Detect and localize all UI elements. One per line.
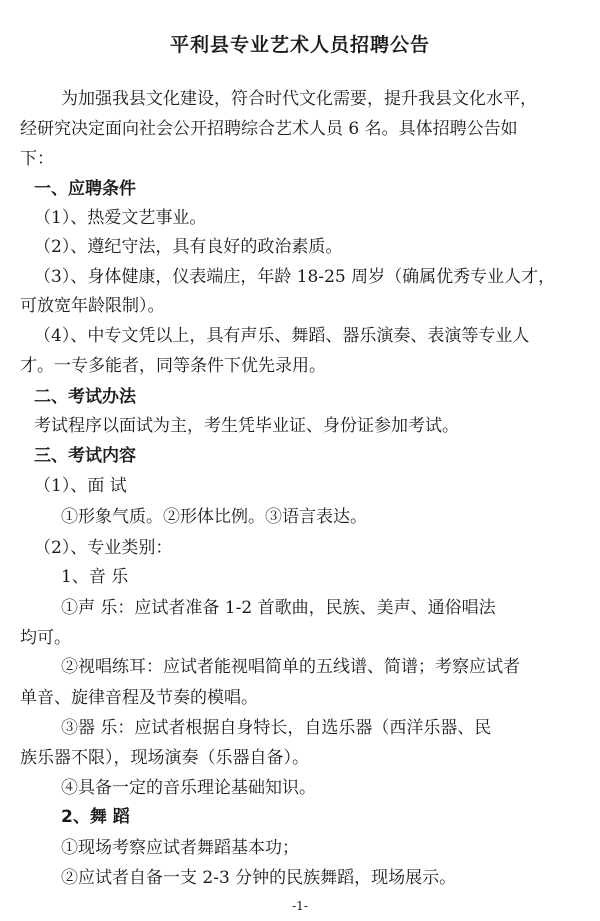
solfege-line-2: 单音、旋律音程及节奏的模唱。	[20, 688, 258, 708]
intro-line-2: 经研究决定面向社会公开招聘综合艺术人员 6 名。具体招聘公告如	[20, 119, 518, 139]
condition-4-line-2: 才。一专多能者，同等条件下优先录用。	[20, 356, 326, 376]
intro-line-3: 下：	[20, 149, 54, 169]
condition-1: （1）、热爱文艺事业。	[34, 208, 207, 228]
document-title: 平利县专业艺术人员招聘公告	[169, 34, 430, 56]
condition-3-line-2: 可放宽年龄限制）。	[20, 296, 165, 316]
exam-method-text: 考试程序以面试为主，考生凭毕业证、身份证参加考试。	[34, 416, 459, 436]
interview-label: （1）、面 试	[34, 476, 127, 496]
dance-heading: 2、舞 蹈	[61, 807, 130, 827]
vocal-line-2: 均可。	[20, 628, 71, 648]
section-1-heading: 一、应聘条件	[34, 179, 136, 199]
condition-3-line-1: （3）、身体健康，仪表端庄，年龄 18-25 周岁（确属优秀专业人才，	[34, 267, 556, 287]
page-number: -1-	[292, 899, 308, 913]
solfege-line-1: ②视唱练耳：应试者能视唱简单的五线谱、简谱；考察应试者	[61, 657, 520, 677]
condition-4-line-1: （4）、中专文凭以上，具有声乐、舞蹈、器乐演奏、表演等专业人	[34, 326, 530, 346]
dance-item-2: ②应试者自备一支 2-3 分钟的民族舞蹈，现场展示。	[61, 868, 457, 888]
specialty-label: （2）、专业类别：	[34, 538, 173, 558]
section-3-heading: 三、考试内容	[34, 446, 136, 466]
music-theory-line: ④具备一定的音乐理论基础知识。	[61, 778, 316, 798]
condition-2: （2）、遵纪守法，具有良好的政治素质。	[34, 237, 343, 257]
section-2-heading: 二、考试办法	[34, 387, 136, 407]
vocal-line-1: ①声 乐：应试者准备 1-2 首歌曲，民族、美声、通俗唱法	[61, 598, 496, 618]
instrument-line-2: 族乐器不限），现场演奏（乐器自备）。	[20, 748, 309, 768]
music-heading: 1、音 乐	[61, 567, 129, 587]
intro-line-1: 为加强我县文化建设，符合时代文化需要，提升我县文化水平，	[61, 89, 537, 109]
instrument-line-1: ③器 乐：应试者根据自身特长，自选乐器（西洋乐器、民	[61, 718, 492, 738]
interview-items: ①形象气质。②形体比例。③语言表达。	[61, 507, 367, 527]
dance-item-1: ①现场考察应试者舞蹈基本功；	[61, 838, 299, 858]
